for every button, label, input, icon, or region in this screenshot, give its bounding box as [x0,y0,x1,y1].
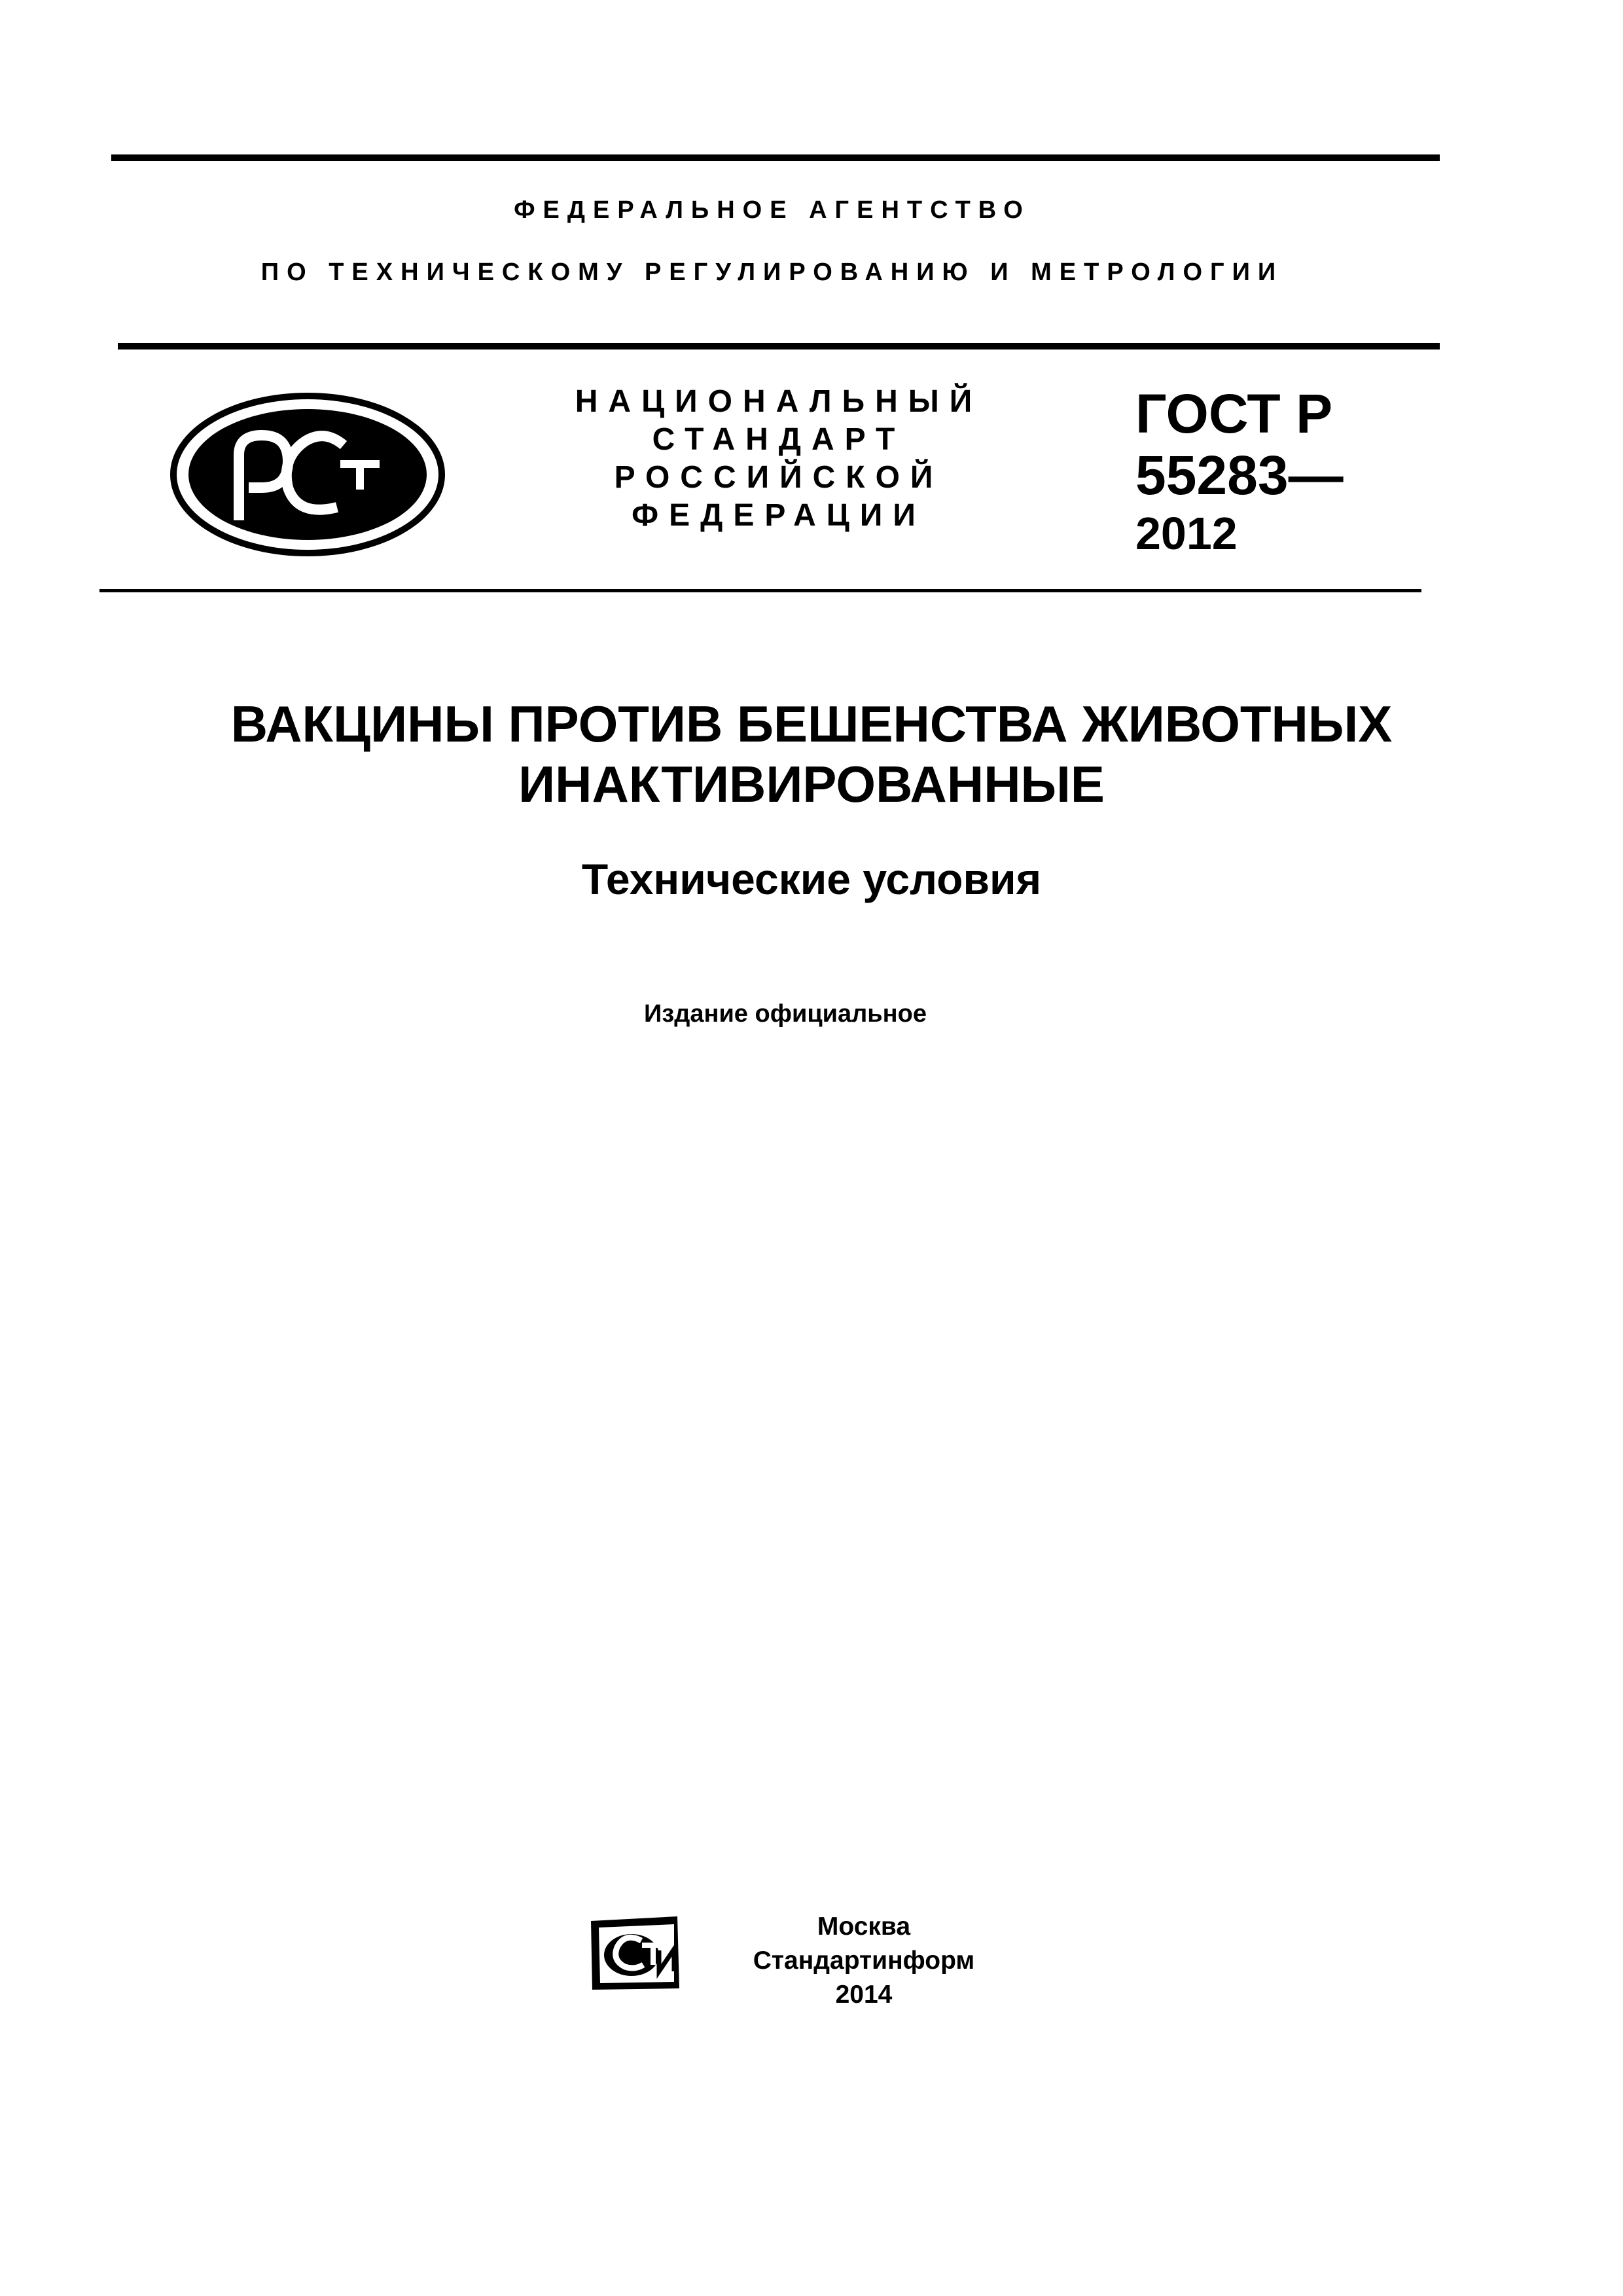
national-line-2: СТАНДАРТ [652,422,906,457]
standard-block-rule [99,589,1421,592]
gost-line-1: ГОСТ Р [1135,383,1333,444]
rst-certification-mark-icon [167,389,448,560]
publisher-city: Москва [817,1912,911,1941]
standartinform-logo-icon [586,1911,684,1993]
national-line-1: НАЦИОНАЛЬНЫЙ [575,384,983,419]
agency-line-2: ПО ТЕХНИЧЕСКОМУ РЕГУЛИРОВАНИЮ И МЕТРОЛОГИИ [260,259,1284,286]
gost-line-3: 2012 [1135,508,1238,559]
document-title [105,694,1518,814]
national-standard-label [524,383,1034,535]
header-rule [118,343,1440,350]
gost-designation [1135,383,1344,560]
title-line-2: ИНАКТИВИРОВАННЫЕ [518,755,1105,813]
gost-line-2: 55283— [1135,444,1344,506]
top-rule [111,154,1440,161]
edition-label: Издание официальное [644,1000,927,1028]
national-line-4: ФЕДЕРАЦИИ [632,498,926,533]
publisher-block [720,1910,1008,2012]
agency-line-1: ФЕДЕРАЛЬНОЕ АГЕНТСТВО [514,196,1031,224]
publisher-year: 2014 [835,1981,893,2009]
national-line-3: РОССИЙСКОЙ [614,460,944,495]
document-subtitle: Технические условия [581,855,1042,903]
title-line-1: ВАКЦИНЫ ПРОТИВ БЕШЕНСТВА ЖИВОТНЫХ [230,695,1393,753]
publisher-name: Стандартинформ [753,1946,975,1975]
